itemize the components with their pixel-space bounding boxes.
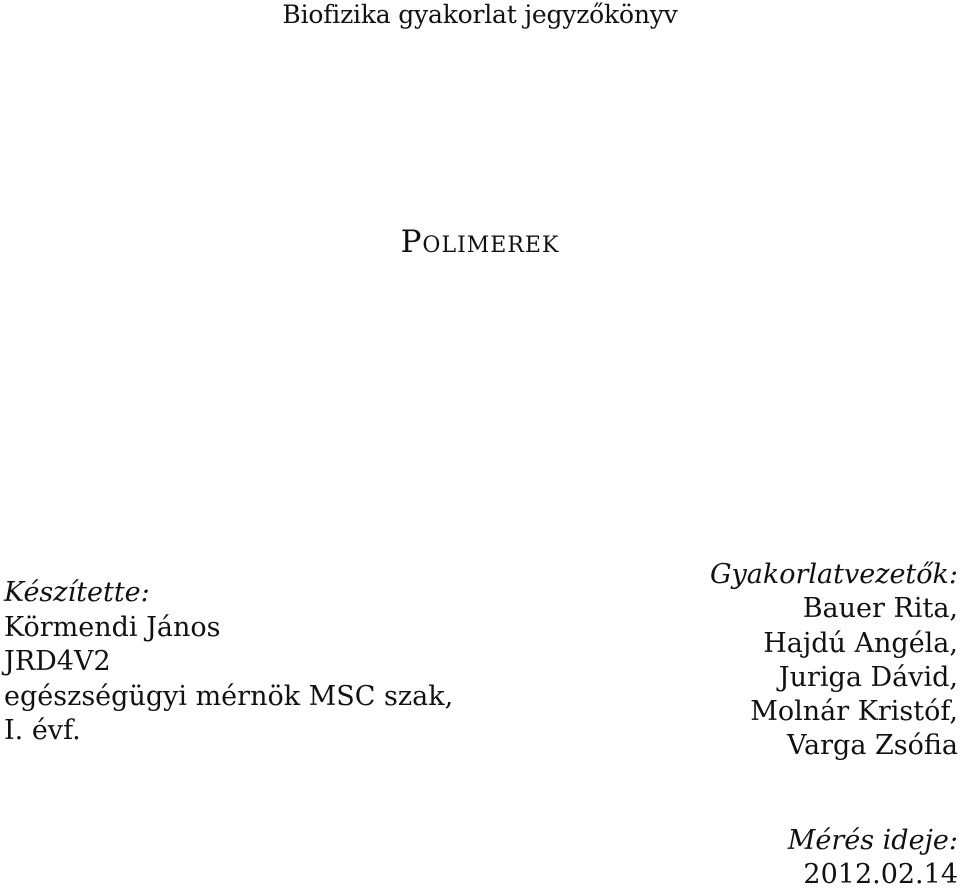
supervisor-block bbox=[518, 558, 958, 764]
document-title: Polimerek bbox=[400, 224, 560, 260]
author-label: Készítette: bbox=[4, 577, 150, 608]
author-program: egészségügyi mérnök MSC szak, bbox=[4, 680, 454, 712]
supervisor-name: Juriga Dávid, bbox=[778, 661, 958, 693]
author-code: JRD4V2 bbox=[4, 646, 111, 677]
supervisors-label: Gyakorlatvezetők: bbox=[709, 559, 958, 590]
author-name: Körmendi János bbox=[4, 611, 221, 643]
course-header: Biofizika gyakorlat jegyzőkönyv bbox=[282, 0, 678, 29]
supervisor-name: Molnár Kristóf, bbox=[750, 696, 958, 728]
measurement-date: 2012.02.14 bbox=[803, 859, 958, 890]
measurement-date-block bbox=[558, 824, 958, 892]
supervisor-name: Bauer Rita, bbox=[802, 593, 958, 625]
measurement-label: Mérés ideje: bbox=[787, 825, 958, 856]
supervisor-name: Varga Zsófia bbox=[787, 730, 958, 762]
supervisor-name: Hajdú Angéla, bbox=[763, 627, 958, 659]
author-block bbox=[4, 576, 474, 749]
author-year: I. évf. bbox=[4, 715, 81, 746]
